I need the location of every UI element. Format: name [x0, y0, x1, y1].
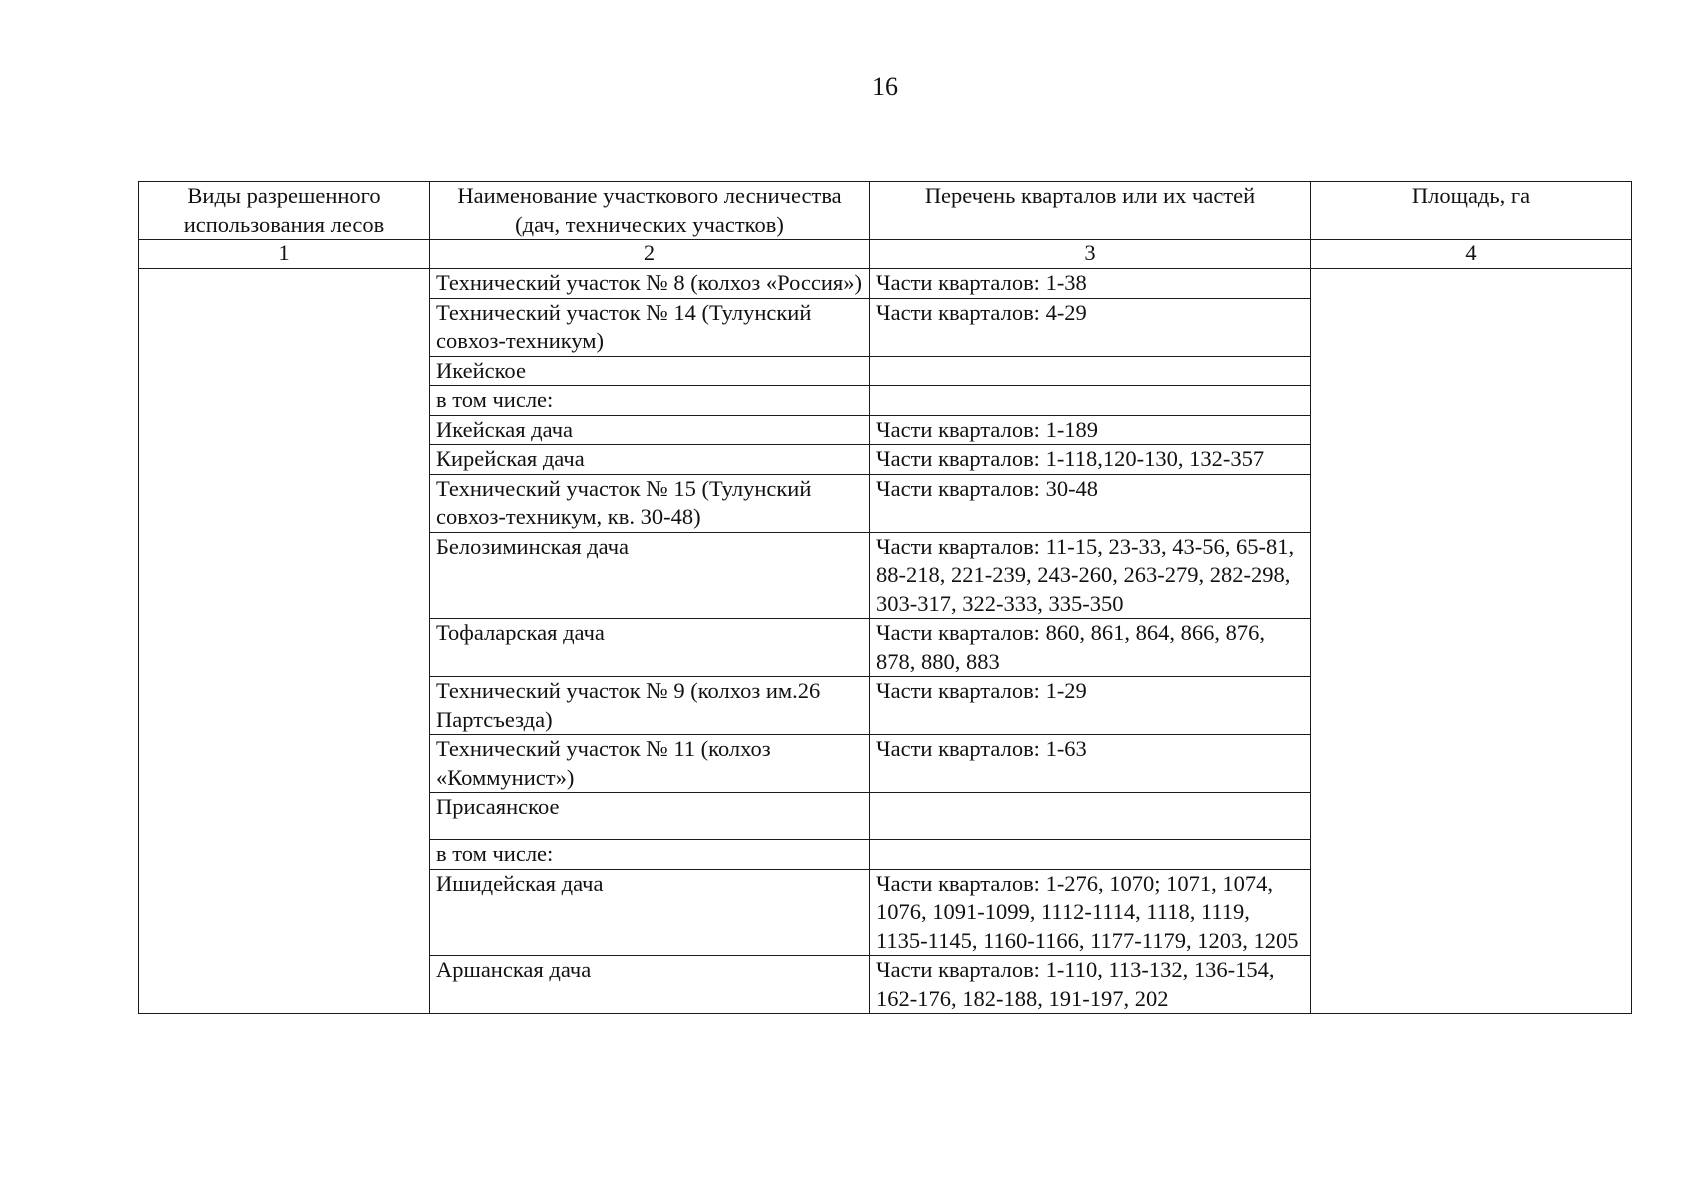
forestry-name-cell: Технический участок № 14 (Тулунский совхоз-техникум) [430, 298, 870, 356]
quarters-cell [870, 793, 1311, 840]
quarters-cell [870, 386, 1311, 416]
forestry-name-cell: Аршанская дача [430, 956, 870, 1014]
header-use-type: Виды разрешенного использования лесов [139, 182, 430, 240]
column-number: 2 [430, 240, 870, 269]
forestry-name-cell: Присаянское [430, 793, 870, 840]
forestry-name-cell: Икейская дача [430, 415, 870, 445]
table-row [139, 269, 1632, 299]
column-number: 1 [139, 240, 430, 269]
quarters-cell: Части кварталов: 4-29 [870, 298, 1311, 356]
quarters-cell: Части кварталов: 1-63 [870, 735, 1311, 793]
forestry-name-cell: в том числе: [430, 840, 870, 870]
quarters-cell: Части кварталов: 1-276, 1070; 1071, 1074, 1076, 1091-1099, 1112-1114, 1118, 1119, 1135-1145, 1160-1166, 1177-1179, 1203, 1205 [870, 869, 1311, 956]
quarters-cell: Части кварталов: 1-118,120-130, 132-357 [870, 445, 1311, 475]
forest-use-table [138, 181, 1632, 1014]
quarters-cell: Части кварталов: 1-189 [870, 415, 1311, 445]
quarters-cell: Части кварталов: 30-48 [870, 474, 1311, 532]
page-number: 16 [872, 72, 898, 101]
forestry-name-cell: Икейское [430, 356, 870, 386]
quarters-cell [870, 840, 1311, 870]
header-forestry-name: Наименование участкового лесничества (дач, технических участков) [430, 182, 870, 240]
forestry-name-cell: Белозиминская дача [430, 532, 870, 619]
forestry-name-cell: Технический участок № 8 (колхоз «Россия») [430, 269, 870, 299]
column-number: 4 [1311, 240, 1632, 269]
column-number: 3 [870, 240, 1311, 269]
area-cell [1311, 269, 1632, 1014]
use-type-cell [139, 269, 430, 1014]
forestry-name-cell: Технический участок № 9 (колхоз им.26 Партсъезда) [430, 677, 870, 735]
quarters-cell: Части кварталов: 860, 861, 864, 866, 876, 878, 880, 883 [870, 619, 1311, 677]
forestry-name-cell: Тофаларская дача [430, 619, 870, 677]
header-area: Площадь, га [1311, 182, 1632, 240]
quarters-cell: Части кварталов: 11-15, 23-33, 43-56, 65-81, 88-218, 221-239, 243-260, 263-279, 282-298, 303-317, 322-333, 335-350 [870, 532, 1311, 619]
quarters-cell: Части кварталов: 1-38 [870, 269, 1311, 299]
quarters-cell: Части кварталов: 1-29 [870, 677, 1311, 735]
forestry-name-cell: Технический участок № 15 (Тулунский совхоз-техникум, кв. 30-48) [430, 474, 870, 532]
table-header-row [139, 182, 1632, 240]
header-quarters-list: Перечень кварталов или их частей [870, 182, 1311, 240]
forestry-name-cell: Ишидейская дача [430, 869, 870, 956]
quarters-cell: Части кварталов: 1-110, 113-132, 136-154, 162-176, 182-188, 191-197, 202 [870, 956, 1311, 1014]
quarters-cell [870, 356, 1311, 386]
column-number-row [139, 240, 1632, 269]
forestry-name-cell: Технический участок № 11 (колхоз «Коммунист») [430, 735, 870, 793]
forestry-name-cell: в том числе: [430, 386, 870, 416]
forestry-name-cell: Кирейская дача [430, 445, 870, 475]
